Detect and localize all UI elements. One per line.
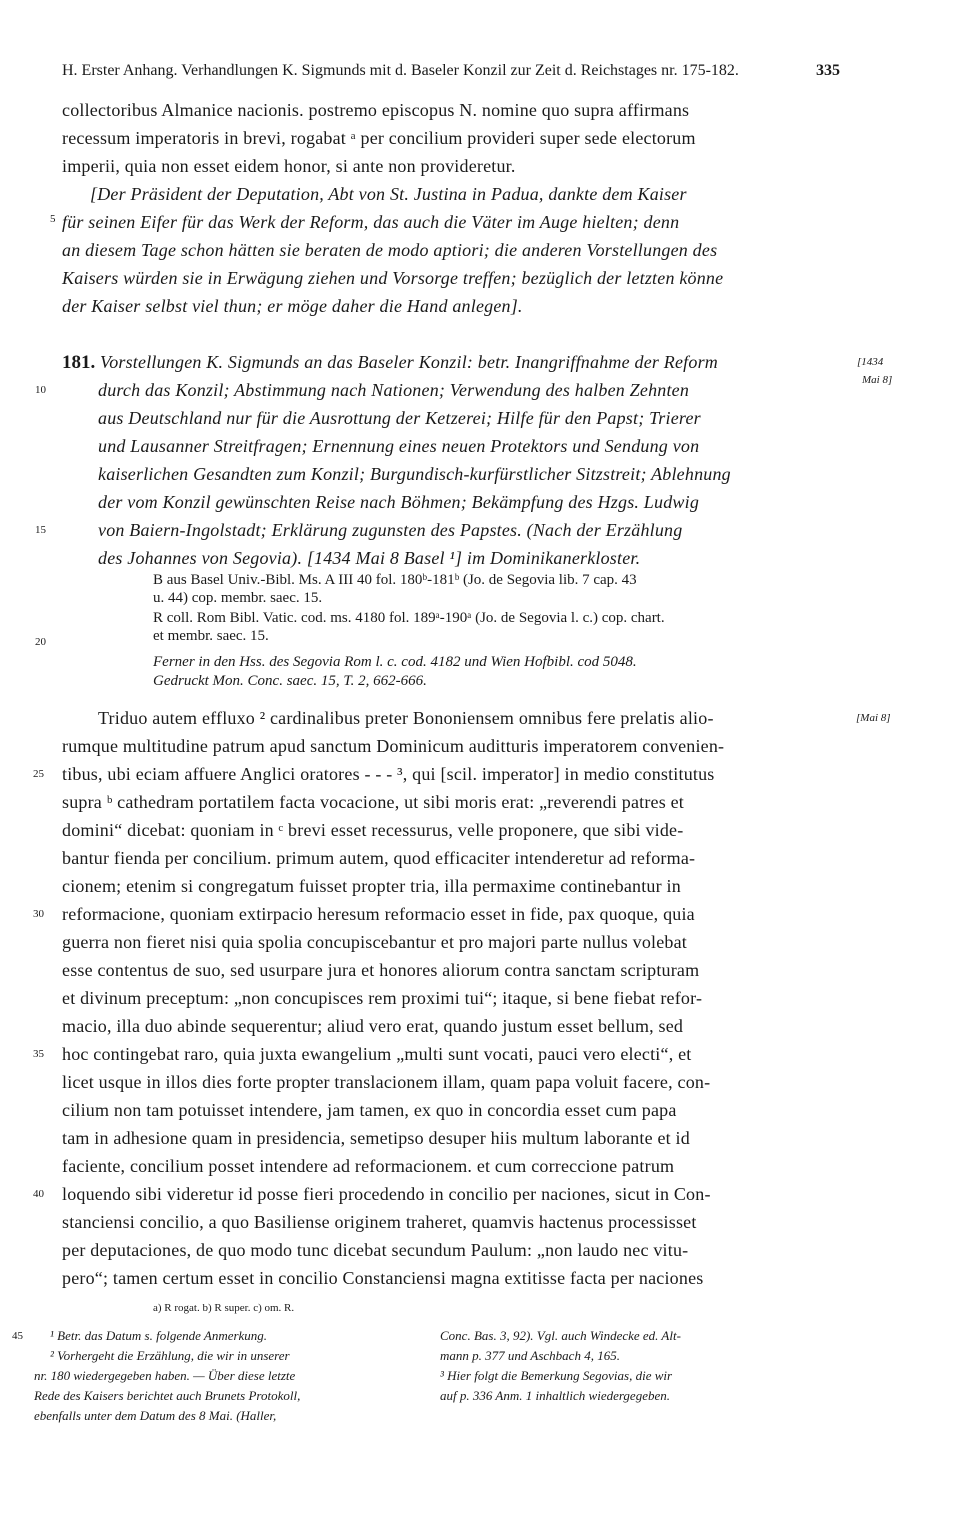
footnote-line: auf p. 336 Anm. 1 inhaltlich wiedergegeben. (440, 1388, 670, 1403)
footnote-line: ¹ Betr. das Datum s. folgende Anmerkung. (50, 1328, 268, 1343)
title-line: durch das Konzil; Abstimmung nach Nationen; Verwendung des halben Zehnten (98, 380, 690, 400)
title-line: kaiserlichen Gesandten zum Konzil; Burgundisch-kurfürstlicher Sitzstreit; Ablehnung (98, 464, 731, 484)
title-line: und Lausanner Streitfragen; Ernennung eines neuen Protektors und Sendung von (98, 436, 700, 456)
text-line: domini“ dicebat: quoniam in ᶜ brevi esset recessurus, velle proponere, que sibi vide- (62, 820, 684, 840)
text-line: stanciensi concilio, a quo Basiliense originem traheret, quamvis hactenus processisset (62, 1212, 697, 1232)
text-line: [Der Präsident der Deputation, Abt von St. Justina in Padua, dankte dem Kaiser (90, 184, 687, 204)
line-number: 20 (35, 636, 46, 648)
text-line: cilium non tam potuisset intendere, jam tamen, ex quo in concordia esset cum papa (62, 1100, 677, 1120)
running-header (62, 62, 739, 80)
footnote-line: Conc. Bas. 3, 92). Vgl. auch Windecke ed. Alt- (440, 1328, 681, 1343)
text-line: Kaisers würden sie in Erwägung ziehen und Vorsorge treffen; bezüglich der letzten könne (62, 268, 724, 288)
line-number: 45 (12, 1330, 23, 1342)
text-line: Triduo autem effluxo ² cardinalibus preter Bononiensem omnibus fere prelatis alio- (98, 708, 714, 728)
line-number: 25 (33, 768, 44, 780)
page-number: 335 (816, 62, 840, 79)
text-line: collectoribus Almanice nacionis. postremo episcopus N. nomine quo supra affirmans (62, 100, 690, 120)
line-number: 15 (35, 524, 46, 536)
source-line: et membr. saec. 15. (153, 628, 269, 644)
text-line: hoc contingebat raro, quia juxta ewangelium „multi sunt vocati, pauci vero electi“, et (62, 1044, 692, 1064)
text-line: loquendo sibi videretur id posse fieri procedendo in concilio per naciones, sicut in Con- (62, 1184, 711, 1204)
line-number: 35 (33, 1048, 44, 1060)
text-line: faciente, concilium posset intendere ad reformacionem. et cum correccione patrum (62, 1156, 675, 1176)
line-number: 40 (33, 1188, 44, 1200)
line-number: 5 (50, 213, 56, 225)
text-line: licet usque in illos dies forte propter translacionem illam, quam papa voluit facere, con- (62, 1072, 711, 1092)
text-line: imperii, quia non esset eidem honor, si ante non provideretur. (62, 156, 516, 176)
source-line: u. 44) cop. membr. saec. 15. (153, 590, 323, 606)
text-line: für seinen Eifer für das Werk der Reform, das auch die Väter im Auge hielten; denn (62, 212, 680, 232)
title-line: Vorstellungen K. Sigmunds an das Baseler Konzil: betr. Inangriffnahme der Reform (100, 352, 718, 372)
text-line: per deputaciones, de quo modo tunc dicebat secundum Paulum: „non laudo nec vitu- (62, 1240, 689, 1260)
title-line: des Johannes von Segovia). [1434 Mai 8 Basel ¹] im Dominikanerkloster. (98, 548, 641, 568)
text-line: macio, illa duo abinde sequerentur; aliud vero erat, quando justum esset bellum, sed (62, 1016, 684, 1036)
source-line: Gedruckt Mon. Conc. saec. 15, T. 2, 662-666. (153, 673, 427, 689)
footnote-line: mann p. 377 und Aschbach 4, 165. (440, 1348, 620, 1363)
margin-date-note: [Mai 8] (856, 712, 891, 724)
margin-date-line: [1434 (857, 356, 884, 368)
title-line: aus Deutschland nur für die Ausrottung der Ketzerei; Hilfe für den Papst; Trierer (98, 408, 701, 428)
source-line: B aus Basel Univ.-Bibl. Ms. A III 40 fol. 180ᵇ-181ᵇ (Jo. de Segovia lib. 7 cap. 43 (153, 572, 637, 588)
text-line: esse contentus de suo, sed usurpare jura et honores aliorum contra sanctam scripturam (62, 960, 700, 980)
text-line: et divinum preceptum: „non concupisces rem proximi tui“; itaque, si bene fiebat refor- (62, 988, 703, 1008)
text-line: tam in adhesione quam in presidencia, semetipso desuper hiis multum laborante et id (62, 1128, 690, 1148)
footnote-line: Rede des Kaisers berichtet auch Brunets Protokoll, (34, 1388, 301, 1403)
footnote-line: nr. 180 wiedergegeben haben. — Über diese letzte (34, 1368, 296, 1383)
margin-date-line: Mai 8] (862, 374, 893, 386)
text-line: pero“; tamen certum esset in concilio Constanciensi magna extitisse facta per naciones (62, 1268, 704, 1288)
source-line: Ferner in den Hss. des Segovia Rom l. c. cod. 4182 und Wien Hofbibl. cod 5048. (153, 654, 637, 670)
text-line: an diesem Tage schon hätten sie beraten de modo aptiori; die anderen Vorstellungen des (62, 240, 718, 260)
running-title: H. Erster Anhang. Verhandlungen K. Sigmunds mit d. Baseler Konzil zur Zeit d. Reichstages nr. 175-182. (62, 62, 739, 79)
text-line: recessum imperatoris in brevi, rogabat ᵃ per concilium provideri super sede electorum (62, 128, 696, 148)
line-number: 30 (33, 908, 44, 920)
critical-apparatus: a) R rogat. b) R super. c) om. R. (153, 1302, 295, 1314)
text-line: bantur fienda per concilium. primum autem, quod efficaciter intenderetur ad reforma- (62, 848, 696, 868)
footnote-line: ebenfalls unter dem Datum des 8 Mai. (Haller, (34, 1408, 277, 1423)
document-number: 181. (62, 352, 96, 373)
text-line: cionem; etenim si congregatum fuisset propter tria, illa permaxime continebantur in (62, 876, 681, 896)
text-line: reformacione, quoniam extirpacio heresum reformacio esset in fide, pax quoque, quia (62, 904, 695, 924)
title-line: der vom Konzil gewünschten Reise nach Böhmen; Bekämpfung des Hzgs. Ludwig (98, 492, 700, 512)
footnote-line: ² Vorhergeht die Erzählung, die wir in unserer (50, 1348, 290, 1363)
text-line: rumque multitudine patrum apud sanctum Dominicum auditturis imperatorem convenien- (62, 736, 725, 756)
text-line: supra ᵇ cathedram portatilem facta vocacione, ut sibi moris erat: „reverendi patres et (62, 792, 685, 812)
text-line: tibus, ubi eciam affuere Anglici oratores - - - ³, qui [scil. imperator] in medio constitutus (62, 764, 715, 784)
title-line: von Baiern-Ingolstadt; Erklärung zugunsten des Papstes. (Nach der Erzählung (98, 520, 683, 540)
source-line: R coll. Rom Bibl. Vatic. cod. ms. 4180 fol. 189ᵃ-190ᵃ (Jo. de Segovia l. c.) cop. chart. (153, 610, 665, 626)
line-number: 10 (35, 384, 46, 396)
text-line: guerra non fieret nisi quia spolia concupiscebantur et pro majori parte nullus volebat (62, 932, 688, 952)
footnote-line: ³ Hier folgt die Bemerkung Segovias, die wir (440, 1368, 673, 1383)
text-line: der Kaiser selbst viel thun; er möge daher die Hand anlegen]. (62, 296, 523, 316)
